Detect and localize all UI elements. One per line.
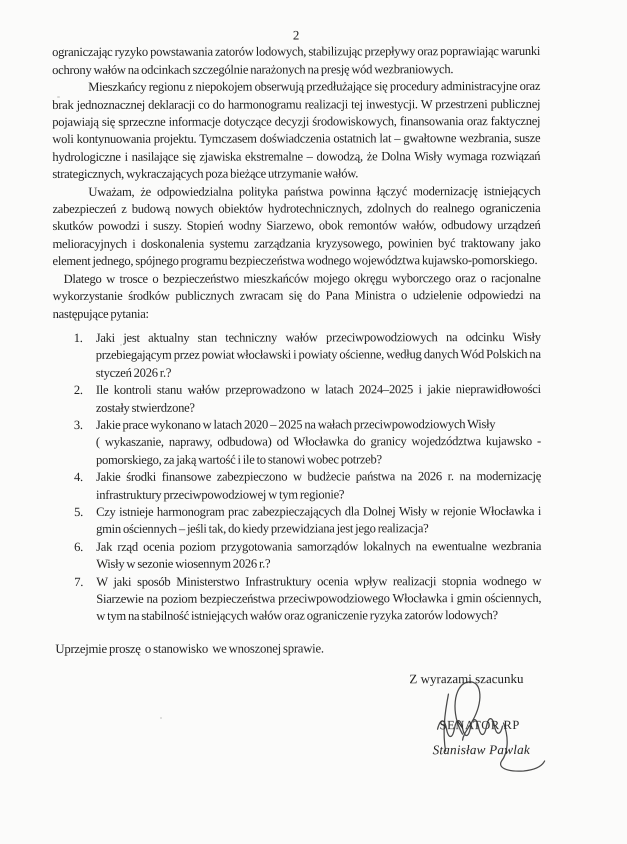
question-number: 1. <box>73 330 83 345</box>
letter-body <box>52 0 542 781</box>
signer-title: SENATOR RP <box>439 718 520 733</box>
question-text: Jakie środki finansowe zabezpieczono w budżecie państwa na 2026 r. na modernizację infrastruktury przeciwpowodziowej w tym regionie? <box>95 469 542 502</box>
paragraph-residents-concern: Mieszkańcy regionu z niepokojem obserwują przedłużające się procedury administracyjne oraz brak jednoznacznej deklaracji co do harmonogramu realizacji tej inwestycji. W przestrzeni publicznej pojawiają się sprzeczne informacje dotyczące decyzji środowiskowych, finansowania oraz faktycznej woli kontynuowania projektu. Tymczasem doświadczenia ostatnich lat – gwałtowne wezbrania, susze hydrologiczne i nasilające się zjawiska ekstremalne – dowodzą, że Dolna Wisły wymaga rozwiązań strategicznych, wykraczających poza bieżące utrzymanie wałów. <box>52 79 541 182</box>
question-item-2 <box>74 381 541 417</box>
salutation: Z wyrazami szacunku <box>409 671 524 687</box>
question-text: Jakie prace wykonano w latach 2020 – 2025 na wałach przeciwpowodziowych Wisły ( wykaszanie, naprawy, odbudowa) od Włocławka do granicy wojedzództwa kujawsko - pomorskiego, za jaką wartość i ile to stanowi wobec potrzeb? <box>95 417 541 467</box>
question-number: 5. <box>74 504 83 519</box>
paragraph-continuation: ograniczając ryzyko powstawania zatorów lodowych, stabilizując przepływy oraz poprawiając warunki ochrony wałów na odcinkach szczególnie narażonych na presję wód wezbraniowych. <box>52 44 541 77</box>
question-item-5 <box>74 503 541 539</box>
question-number: 3. <box>73 417 83 432</box>
question-number: 2. <box>73 383 83 398</box>
page-number: 2 <box>292 27 300 43</box>
question-number: 4. <box>73 470 83 485</box>
signature-block <box>399 670 571 781</box>
question-text: Czy istnieje harmonogram prac zabezpieczających dla Dolnej Wisły w rejonie Włocławka i gmin ościennych – jeśli tak, do kiedy przewidziana jest jego realizacja? <box>96 503 542 537</box>
signature-area <box>399 688 571 780</box>
signer-name: Stanisław Pawlak <box>432 742 530 758</box>
question-item-1 <box>74 329 541 382</box>
question-text: Jaki jest aktualny stan techniczny wałów przeciwpowodziowych na odcinku Wisły przebiegającym przez powiat włocławski i powiaty ościenne, według danych Wód Polskich na styczeń 2026 r.? <box>95 329 541 380</box>
question-item-3 <box>74 416 541 469</box>
question-number: 7. <box>74 574 84 589</box>
question-item-7 <box>74 573 541 626</box>
closing-request-line: Uprzejmie proszę o stanowisko we wnoszonej sprawie. <box>55 641 324 656</box>
paragraph-state-policy: Uważam, że odpowiedzialna polityka państwa powinna łączyć modernizację istniejących zabezpieczeń z budową nowych obiektów hydrotechnicznych, zdolnych do realnego ograniczenia skutków powodzi i suszy. Stopień wodny Siarzewo, obok remontów wałów, odbudowy urządzeń melioracyjnych i doskonalenia systemu zarządzania kryzysowego, powinien być traktowany jako element jednego, spójnego programu bezpieczeństwa wodnego województwa kujawsko-pomorskiego. <box>52 183 541 269</box>
question-item-4 <box>74 468 541 504</box>
paragraph-questions-intro: Dlatego w trosce o bezpieczeństwo mieszkańców mojego okręgu wyborczego oraz o racjonalne wykorzystanie środków publicznych zwracam się do Pana Ministra o udzielenie odpowiedzi na następujące pytania: <box>52 270 541 321</box>
question-item-6 <box>74 538 541 574</box>
question-text: W jaki sposób Ministerstwo Infrastruktury ocenia wpływ realizacji stopnia wodnego w Siarzewie na poziom bezpieczeństwa przeciwpowodziowego Włocławka i gmin ościennych, w tym na stabilność istniejących wałów oraz ograniczenie ryzyka zatorów lodowych? <box>96 573 542 624</box>
questions-list <box>53 329 542 626</box>
question-text: Ile kontroli stanu wałów przeprowadzono w latach 2024–2025 i jakie nieprawidłowości zostały stwierdzone? <box>95 382 541 415</box>
question-text: Jak rząd ocenia poziom przygotowania samorządów lokalnych na ewentualne wezbrania Wisły w sezonie wiosennym 2026 r.? <box>96 538 542 572</box>
question-number: 6. <box>74 539 84 554</box>
